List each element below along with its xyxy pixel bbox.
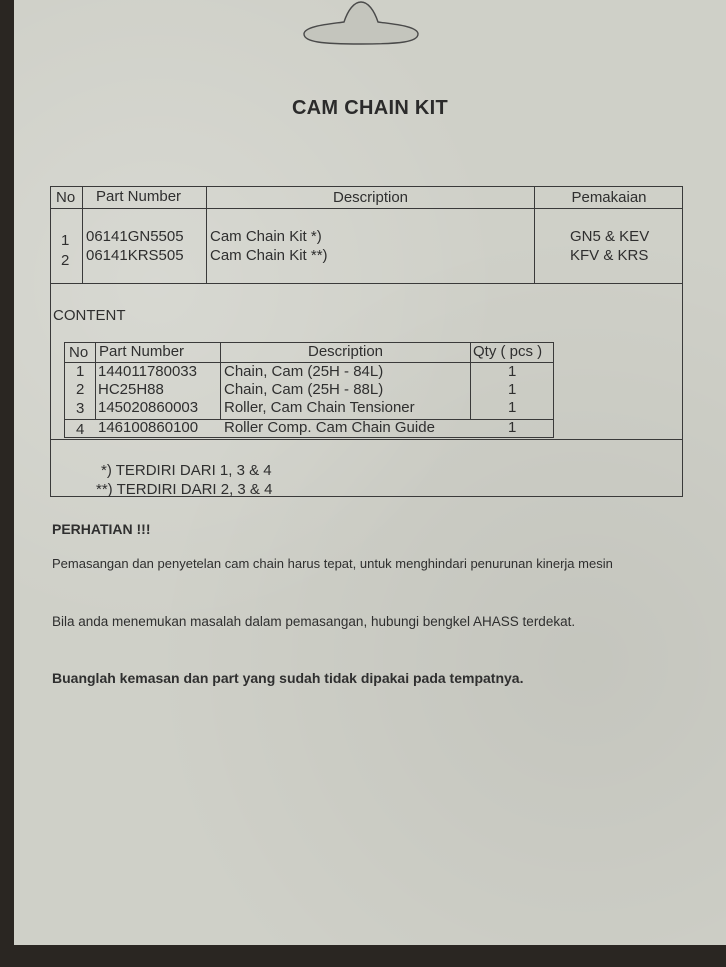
header-usage: Pemakaian [571, 189, 647, 206]
content-row-2-part-number: HC25H88 [98, 381, 164, 398]
content-table [64, 342, 554, 438]
content-row-1-no: 1 [76, 363, 85, 380]
row-2-no: 2 [61, 252, 70, 269]
row-2-part-number: 06141KRS505 [86, 247, 184, 264]
header-part-number: Part Number [96, 188, 182, 205]
content-row-3-qty: 1 [508, 399, 517, 416]
row-2-usage: KFV & KRS [570, 247, 649, 264]
attention-heading: PERHATIAN !!! [52, 521, 151, 537]
package-card [14, 0, 726, 945]
content-row-2-description: Chain, Cam (25H - 88L) [224, 381, 384, 398]
row-1-no: 1 [61, 232, 70, 249]
row-1-usage: GN5 & KEV [570, 228, 650, 245]
attention-line-3: Buanglah kemasan dan part yang sudah tidak dipakai pada tempatnya. [52, 670, 524, 686]
content-label: CONTENT [53, 307, 126, 324]
note-2: **) TERDIRI DARI 2, 3 & 4 [96, 481, 273, 498]
content-header-no: No [69, 344, 89, 361]
content-header-part-number: Part Number [99, 343, 185, 360]
row-1-part-number: 06141GN5505 [86, 228, 184, 245]
content-row-1-part-number: 144011780033 [98, 363, 197, 380]
hang-hole-icon [300, 0, 422, 46]
page-title: CAM CHAIN KIT [291, 97, 449, 119]
content-row-1-description: Chain, Cam (25H - 84L) [224, 363, 384, 380]
content-row-2-no: 2 [76, 381, 85, 398]
content-header-qty: Qty ( pcs ) [473, 343, 543, 360]
parts-table [50, 186, 683, 497]
content-row-3-no: 3 [76, 400, 85, 417]
content-row-4-part-number: 146100860100 [98, 419, 199, 436]
content-row-1-qty: 1 [508, 363, 517, 380]
content-row-2-qty: 1 [508, 381, 517, 398]
content-row-3-part-number: 145020860003 [98, 399, 199, 416]
content-row-4-qty: 1 [508, 419, 517, 436]
content-header-description: Description [307, 343, 384, 360]
attention-line-2: Bila anda menemukan masalah dalam pemasangan, hubungi bengkel AHASS terdekat. [52, 614, 576, 629]
content-row-4-no: 4 [76, 421, 85, 438]
attention-line-1: Pemasangan dan penyetelan cam chain harus tepat, untuk menghindari penurunan kinerja mesin [52, 556, 613, 571]
content-row-3-description: Roller, Cam Chain Tensioner [224, 399, 415, 416]
header-no: No [56, 189, 76, 206]
row-2-description: Cam Chain Kit **) [210, 247, 328, 264]
content-row-4-description: Roller Comp. Cam Chain Guide [224, 419, 435, 436]
row-1-description: Cam Chain Kit *) [210, 228, 322, 245]
note-1: *) TERDIRI DARI 1, 3 & 4 [101, 462, 272, 479]
header-description: Description [332, 189, 409, 206]
